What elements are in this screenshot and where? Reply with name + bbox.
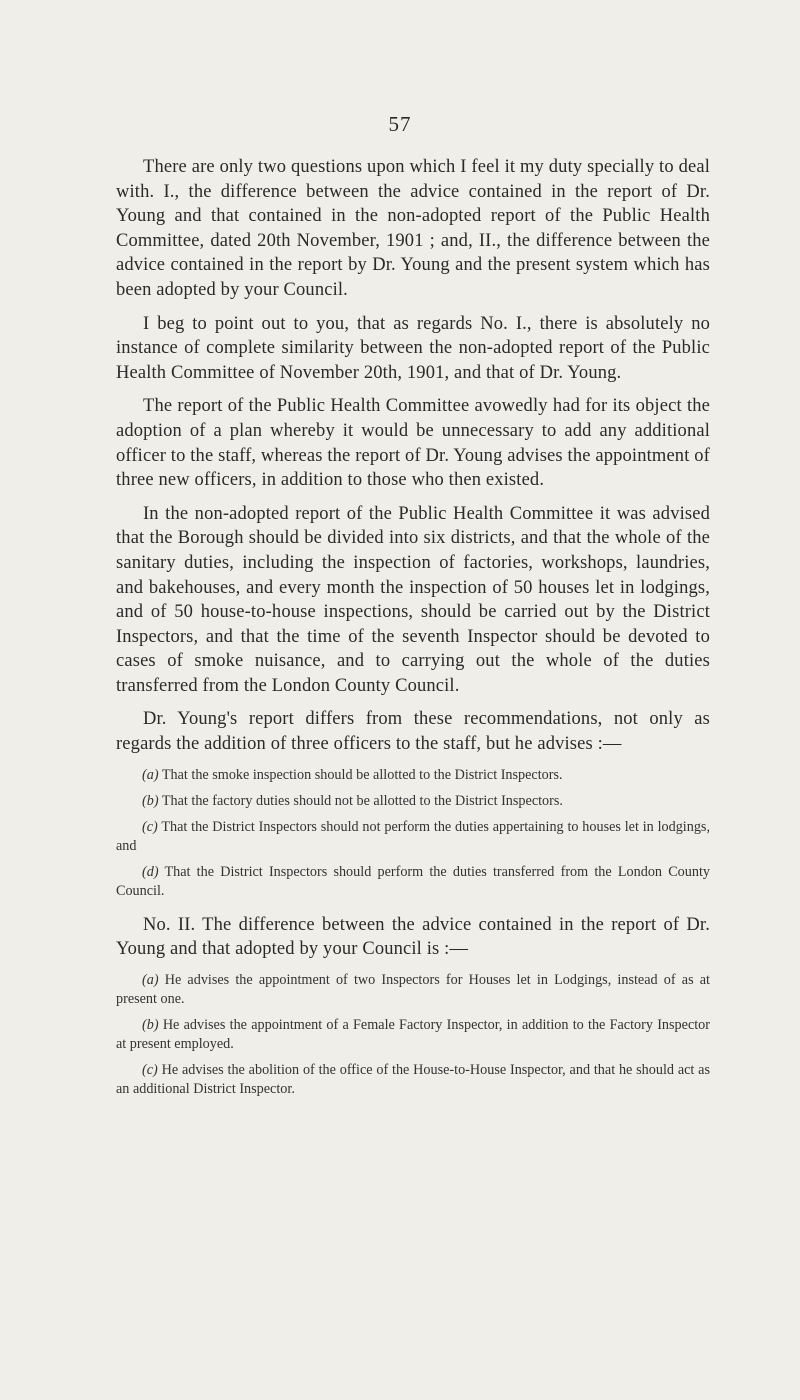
paragraph-six-districts: In the non-adopted report of the Public Health Committee it was advised that the Borough should be divided into six districts, and that the whole of the sanitary duties, including the inspection of factories, workshops, laundries, and bakehouses, and every month the inspection of 50 houses let in lodgings, and of 50 house-to-house inspections, should be carried out by the District Inspectors, and that the time of the seventh Inspector should be devoted to cases of smoke nuisance, and to carrying out the whole of the duties transferred from the London County Council. bbox=[116, 503, 710, 696]
body-text bbox=[116, 155, 710, 1111]
paragraph-no-ii: No. II. The difference between the advice contained in the report of Dr. Young and that adopted by your Council is :— bbox=[116, 914, 710, 960]
list-item bbox=[116, 1016, 710, 1054]
list-item-text: He advises the appointment of a Female Factory Inspector, in addition to the Factory Inspector at present employed. bbox=[116, 1016, 710, 1052]
list-item-text: He advises the abolition of the office of the House-to-House Inspector, and that he should act as an additional District Inspector. bbox=[116, 1061, 710, 1097]
list-item-label: (c) bbox=[142, 818, 158, 835]
list-item-label: (c) bbox=[142, 1061, 158, 1078]
recommendations-list bbox=[116, 766, 710, 901]
differences-list bbox=[116, 971, 710, 1099]
list-item bbox=[116, 971, 710, 1009]
page-number: 57 bbox=[388, 112, 412, 136]
paragraph-questions: There are only two questions upon which I feel it my duty specially to deal with. I., the difference between the advice contained in the report of Dr. Young and that contained in the non-adopted report of the Public Health Committee, dated 20th November, 1901 ; and, II., the difference between the advice contained in the report by Dr. Young and the present system which has been adopted by your Council. bbox=[116, 157, 710, 300]
list-item-label: (d) bbox=[142, 863, 159, 880]
list-item bbox=[116, 792, 710, 811]
list-item bbox=[116, 766, 710, 785]
list-item-text: That the District Inspectors should perform the duties transferred from the London County Council. bbox=[116, 863, 710, 899]
list-item bbox=[116, 1061, 710, 1099]
list-item-label: (a) bbox=[142, 766, 159, 783]
list-item bbox=[116, 863, 710, 901]
paragraph-young-differs: Dr. Young's report differs from these recommendations, not only as regards the addition of three officers to the staff, but he advises :— bbox=[116, 709, 710, 755]
list-item-label: (a) bbox=[142, 971, 159, 988]
list-item-label: (b) bbox=[142, 792, 159, 809]
paragraph-no-similarity: I beg to point out to you, that as regards No. I., there is absolutely no instance of complete similarity between the non-adopted report of the Public Health Committee of November 20th, 1901, and that of Dr. Young. bbox=[116, 313, 710, 383]
paragraph-committee-object: The report of the Public Health Committee avowedly had for its object the adoption of a plan whereby it would be unnecessary to add any additional officer to the staff, whereas the report of Dr. Young advises the appointment of three new officers, in addition to those who then existed. bbox=[116, 396, 710, 491]
list-item-text: That the factory duties should not be allotted to the District Inspectors. bbox=[161, 792, 563, 809]
list-item-label: (b) bbox=[142, 1016, 159, 1033]
list-item-text: That the District Inspectors should not perform the duties appertaining to houses let in lodgings, and bbox=[116, 818, 710, 854]
list-item bbox=[116, 818, 710, 856]
list-item-text: He advises the appointment of two Inspectors for Houses let in Lodgings, instead of as at present one. bbox=[116, 971, 710, 1007]
list-item-text: That the smoke inspection should be allotted to the District Inspectors. bbox=[161, 766, 563, 783]
